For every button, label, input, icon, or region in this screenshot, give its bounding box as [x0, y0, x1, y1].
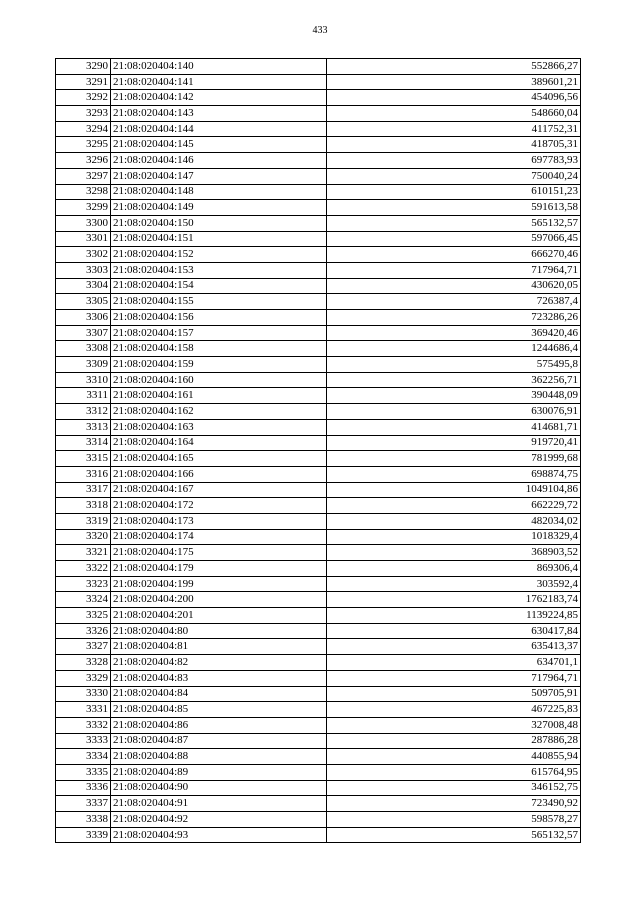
row-number-cell: 3318: [56, 498, 111, 514]
table-row: [56, 310, 581, 326]
table-row: [56, 827, 581, 843]
cadastral-value-cell: 369420,46: [327, 325, 581, 341]
cadastral-value-cell: 717964,71: [327, 670, 581, 686]
table-row: [56, 796, 581, 812]
table-row: [56, 357, 581, 373]
cadastral-value-cell: 869306,4: [327, 561, 581, 577]
table-row: [56, 262, 581, 278]
table-row: [56, 529, 581, 545]
table-row: [56, 764, 581, 780]
table-row: [56, 686, 581, 702]
page-number: 433: [312, 25, 328, 36]
row-number-cell: 3313: [56, 419, 111, 435]
row-number-cell: 3306: [56, 310, 111, 326]
cadastral-value-cell: 430620,05: [327, 278, 581, 294]
row-number-cell: 3310: [56, 372, 111, 388]
row-number-cell: 3300: [56, 215, 111, 231]
row-number-cell: 3333: [56, 733, 111, 749]
table-row: [56, 90, 581, 106]
row-number-cell: 3325: [56, 608, 111, 624]
cadastral-number-cell: 21:08:020404:151: [111, 231, 327, 247]
cadastral-number-cell: 21:08:020404:92: [111, 812, 327, 828]
table-row: [56, 419, 581, 435]
table-row: [56, 670, 581, 686]
cadastral-number-cell: 21:08:020404:150: [111, 215, 327, 231]
cadastral-number-cell: 21:08:020404:149: [111, 200, 327, 216]
cadastral-number-cell: 21:08:020404:81: [111, 639, 327, 655]
row-number-cell: 3322: [56, 561, 111, 577]
row-number-cell: 3320: [56, 529, 111, 545]
table-row: [56, 780, 581, 796]
cadastral-value-cell: 414681,71: [327, 419, 581, 435]
cadastral-number-cell: 21:08:020404:167: [111, 482, 327, 498]
row-number-cell: 3295: [56, 137, 111, 153]
cadastral-value-cell: 1018329,4: [327, 529, 581, 545]
cadastral-number-cell: 21:08:020404:179: [111, 561, 327, 577]
row-number-cell: 3302: [56, 247, 111, 263]
table-row: [56, 655, 581, 671]
cadastral-number-cell: 21:08:020404:165: [111, 451, 327, 467]
row-number-cell: 3296: [56, 153, 111, 169]
table-row: [56, 545, 581, 561]
table-row: [56, 278, 581, 294]
table-row: [56, 639, 581, 655]
cadastral-number-cell: 21:08:020404:164: [111, 435, 327, 451]
cadastral-number-cell: 21:08:020404:145: [111, 137, 327, 153]
cadastral-number-cell: 21:08:020404:90: [111, 780, 327, 796]
row-number-cell: 3301: [56, 231, 111, 247]
cadastral-number-cell: 21:08:020404:80: [111, 623, 327, 639]
cadastral-number-cell: 21:08:020404:144: [111, 121, 327, 137]
cadastral-number-cell: 21:08:020404:147: [111, 168, 327, 184]
row-number-cell: 3308: [56, 341, 111, 357]
cadastral-value-cell: 552866,27: [327, 59, 581, 75]
row-number-cell: 3317: [56, 482, 111, 498]
table-row: [56, 247, 581, 263]
row-number-cell: 3321: [56, 545, 111, 561]
table-row: [56, 184, 581, 200]
cadastral-value-cell: 411752,31: [327, 121, 581, 137]
table-row: [56, 717, 581, 733]
table-row: [56, 435, 581, 451]
cadastral-value-cell: 509705,91: [327, 686, 581, 702]
cadastral-number-cell: 21:08:020404:93: [111, 827, 327, 843]
cadastral-number-cell: 21:08:020404:163: [111, 419, 327, 435]
table-row: [56, 106, 581, 122]
cadastral-value-cell: 634701,1: [327, 655, 581, 671]
cadastral-value-cell: 717964,71: [327, 262, 581, 278]
row-number-cell: 3292: [56, 90, 111, 106]
cadastral-value-cell: 591613,58: [327, 200, 581, 216]
row-number-cell: 3326: [56, 623, 111, 639]
cadastral-number-cell: 21:08:020404:91: [111, 796, 327, 812]
cadastral-number-cell: 21:08:020404:199: [111, 576, 327, 592]
cadastral-number-cell: 21:08:020404:86: [111, 717, 327, 733]
cadastral-number-cell: 21:08:020404:166: [111, 466, 327, 482]
row-number-cell: 3327: [56, 639, 111, 655]
cadastral-value-cell: 362256,71: [327, 372, 581, 388]
cadastral-value-cell: 723490,92: [327, 796, 581, 812]
row-number-cell: 3319: [56, 513, 111, 529]
table-row: [56, 733, 581, 749]
table-row: [56, 137, 581, 153]
table-row: [56, 294, 581, 310]
cadastral-value-cell: 440855,94: [327, 749, 581, 765]
cadastral-number-cell: 21:08:020404:200: [111, 592, 327, 608]
cadastral-value-cell: 287886,28: [327, 733, 581, 749]
cadastral-number-cell: 21:08:020404:148: [111, 184, 327, 200]
row-number-cell: 3324: [56, 592, 111, 608]
table-row: [56, 451, 581, 467]
table-row: [56, 388, 581, 404]
cadastral-value-cell: 726387,4: [327, 294, 581, 310]
table-row: [56, 74, 581, 90]
cadastral-number-cell: 21:08:020404:141: [111, 74, 327, 90]
cadastral-value-cell: 1244686,4: [327, 341, 581, 357]
table-row: [56, 482, 581, 498]
table-row: [56, 215, 581, 231]
row-number-cell: 3337: [56, 796, 111, 812]
cadastral-number-cell: 21:08:020404:154: [111, 278, 327, 294]
cadastral-value-table: [55, 58, 581, 843]
cadastral-value-cell: 666270,46: [327, 247, 581, 263]
cadastral-number-cell: 21:08:020404:156: [111, 310, 327, 326]
cadastral-value-cell: 1049104,86: [327, 482, 581, 498]
table-row: [56, 576, 581, 592]
table-row: [56, 702, 581, 718]
cadastral-value-cell: 467225,83: [327, 702, 581, 718]
cadastral-number-cell: 21:08:020404:175: [111, 545, 327, 561]
cadastral-value-cell: 750040,24: [327, 168, 581, 184]
cadastral-number-cell: 21:08:020404:85: [111, 702, 327, 718]
cadastral-number-cell: 21:08:020404:173: [111, 513, 327, 529]
row-number-cell: 3291: [56, 74, 111, 90]
cadastral-value-cell: 346152,75: [327, 780, 581, 796]
row-number-cell: 3303: [56, 262, 111, 278]
row-number-cell: 3307: [56, 325, 111, 341]
cadastral-value-cell: 610151,23: [327, 184, 581, 200]
cadastral-value-cell: 662229,72: [327, 498, 581, 514]
table-row: [56, 466, 581, 482]
table-row: [56, 404, 581, 420]
cadastral-number-cell: 21:08:020404:83: [111, 670, 327, 686]
cadastral-value-cell: 1139224,85: [327, 608, 581, 624]
row-number-cell: 3332: [56, 717, 111, 733]
cadastral-value-cell: 1762183,74: [327, 592, 581, 608]
cadastral-value-cell: 327008,48: [327, 717, 581, 733]
table-row: [56, 561, 581, 577]
row-number-cell: 3304: [56, 278, 111, 294]
cadastral-number-cell: 21:08:020404:87: [111, 733, 327, 749]
row-number-cell: 3331: [56, 702, 111, 718]
row-number-cell: 3312: [56, 404, 111, 420]
cadastral-number-cell: 21:08:020404:88: [111, 749, 327, 765]
cadastral-value-cell: 598578,27: [327, 812, 581, 828]
cadastral-value-cell: 615764,95: [327, 764, 581, 780]
cadastral-value-cell: 565132,57: [327, 827, 581, 843]
row-number-cell: 3299: [56, 200, 111, 216]
cadastral-number-cell: 21:08:020404:162: [111, 404, 327, 420]
cadastral-number-cell: 21:08:020404:160: [111, 372, 327, 388]
cadastral-value-cell: 635413,37: [327, 639, 581, 655]
row-number-cell: 3338: [56, 812, 111, 828]
row-number-cell: 3305: [56, 294, 111, 310]
table-row: [56, 812, 581, 828]
cadastral-number-cell: 21:08:020404:161: [111, 388, 327, 404]
cadastral-number-cell: 21:08:020404:159: [111, 357, 327, 373]
cadastral-value-cell: 565132,57: [327, 215, 581, 231]
cadastral-number-cell: 21:08:020404:157: [111, 325, 327, 341]
cadastral-number-cell: 21:08:020404:174: [111, 529, 327, 545]
cadastral-number-cell: 21:08:020404:143: [111, 106, 327, 122]
cadastral-number-cell: 21:08:020404:153: [111, 262, 327, 278]
cadastral-value-cell: 630076,91: [327, 404, 581, 420]
cadastral-number-cell: 21:08:020404:89: [111, 764, 327, 780]
row-number-cell: 3336: [56, 780, 111, 796]
cadastral-value-cell: 781999,68: [327, 451, 581, 467]
table-row: [56, 231, 581, 247]
row-number-cell: 3315: [56, 451, 111, 467]
table-row: [56, 498, 581, 514]
cadastral-number-cell: 21:08:020404:142: [111, 90, 327, 106]
cadastral-number-cell: 21:08:020404:201: [111, 608, 327, 624]
row-number-cell: 3335: [56, 764, 111, 780]
cadastral-value-cell: 389601,21: [327, 74, 581, 90]
cadastral-value-cell: 698874,75: [327, 466, 581, 482]
cadastral-number-cell: 21:08:020404:82: [111, 655, 327, 671]
table-row: [56, 623, 581, 639]
table-body: [56, 59, 581, 843]
row-number-cell: 3294: [56, 121, 111, 137]
cadastral-value-cell: 919720,41: [327, 435, 581, 451]
cadastral-value-cell: 303592,4: [327, 576, 581, 592]
cadastral-value-cell: 482034,02: [327, 513, 581, 529]
row-number-cell: 3293: [56, 106, 111, 122]
table-row: [56, 121, 581, 137]
row-number-cell: 3297: [56, 168, 111, 184]
cadastral-value-cell: 630417,84: [327, 623, 581, 639]
cadastral-number-cell: 21:08:020404:172: [111, 498, 327, 514]
row-number-cell: 3339: [56, 827, 111, 843]
cadastral-value-cell: 548660,04: [327, 106, 581, 122]
table-row: [56, 592, 581, 608]
row-number-cell: 3323: [56, 576, 111, 592]
table-row: [56, 341, 581, 357]
row-number-cell: 3311: [56, 388, 111, 404]
table-row: [56, 153, 581, 169]
row-number-cell: 3330: [56, 686, 111, 702]
row-number-cell: 3290: [56, 59, 111, 75]
cadastral-value-cell: 597066,45: [327, 231, 581, 247]
table-row: [56, 325, 581, 341]
table-row: [56, 59, 581, 75]
row-number-cell: 3334: [56, 749, 111, 765]
row-number-cell: 3328: [56, 655, 111, 671]
cadastral-number-cell: 21:08:020404:84: [111, 686, 327, 702]
row-number-cell: 3309: [56, 357, 111, 373]
table-row: [56, 200, 581, 216]
table-row: [56, 513, 581, 529]
row-number-cell: 3316: [56, 466, 111, 482]
cadastral-value-cell: 454096,56: [327, 90, 581, 106]
cadastral-number-cell: 21:08:020404:155: [111, 294, 327, 310]
cadastral-value-cell: 697783,93: [327, 153, 581, 169]
cadastral-value-cell: 575495,8: [327, 357, 581, 373]
cadastral-number-cell: 21:08:020404:158: [111, 341, 327, 357]
row-number-cell: 3314: [56, 435, 111, 451]
cadastral-value-cell: 368903,52: [327, 545, 581, 561]
cadastral-number-cell: 21:08:020404:152: [111, 247, 327, 263]
cadastral-value-cell: 723286,26: [327, 310, 581, 326]
cadastral-number-cell: 21:08:020404:140: [111, 59, 327, 75]
table-row: [56, 168, 581, 184]
table-row: [56, 372, 581, 388]
cadastral-number-cell: 21:08:020404:146: [111, 153, 327, 169]
row-number-cell: 3298: [56, 184, 111, 200]
table-row: [56, 608, 581, 624]
row-number-cell: 3329: [56, 670, 111, 686]
cadastral-value-cell: 418705,31: [327, 137, 581, 153]
cadastral-value-cell: 390448,09: [327, 388, 581, 404]
table-row: [56, 749, 581, 765]
